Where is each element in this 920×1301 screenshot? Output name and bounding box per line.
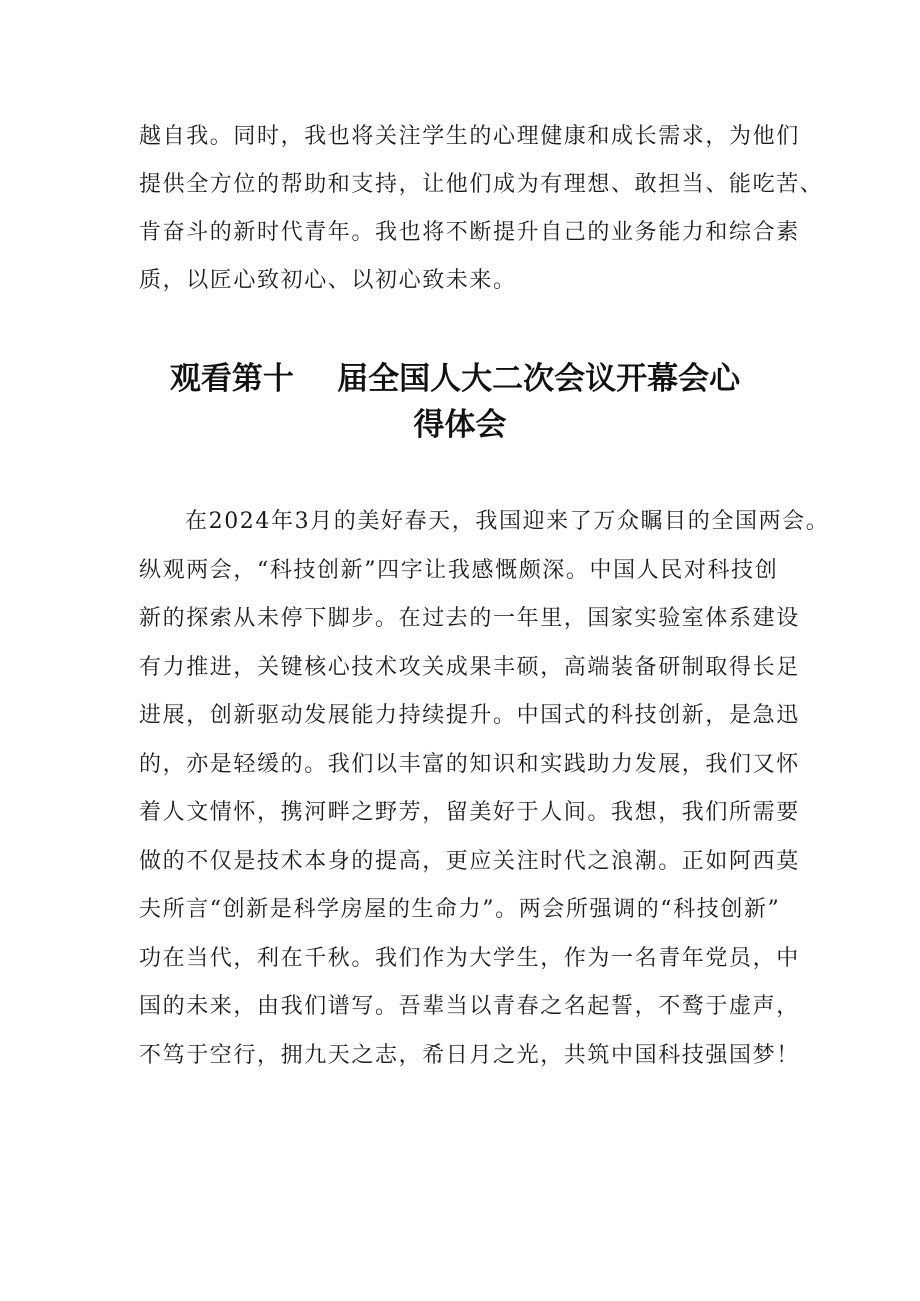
essay-title-line-1: 观看第十 届全国人大二次会议开幕会心 xyxy=(169,361,741,397)
paragraph-line: 有力推进，关键核心技术攻关成果丰硕，高端装备研制取得长足 xyxy=(139,654,800,680)
essay-title-line-2: 得体会 xyxy=(413,407,507,443)
paragraph-line: 国的未来，由我们谱写。吾辈当以青春之名起誓，不鹜于虚声， xyxy=(139,994,800,1019)
paragraph-line: 进展，创新驱动发展能力持续提升。中国式的科技创新，是急迅 xyxy=(139,703,800,728)
paragraph-line: 做的不仅是技术本身的提高，更应关注时代之浪潮。正如阿西莫 xyxy=(139,848,800,874)
continued-paragraph xyxy=(139,113,823,305)
essay-title xyxy=(0,356,920,448)
paragraph-line: 的，亦是轻缓的。我们以丰富的知识和实践助力发展，我们又怀 xyxy=(139,751,800,777)
paragraph-line: 夫所言“创新是科学房屋的生命力”。两会所强调的“科技创新” xyxy=(139,897,781,922)
paragraph-line: 提供全方位的帮助和支持，让他们成为有理想、敢担当、能吃苦、 xyxy=(139,172,824,197)
paragraph-line: 越自我。同时，我也将关注学生的心理健康和成长需求，为他们 xyxy=(139,124,800,149)
paragraph-line: 新的探索从未停下脚步。在过去的一年里，国家实验室体系建设 xyxy=(139,606,800,631)
paragraph-line: 功在当代，利在千秋。我们作为大学生，作为一名青年党员，中 xyxy=(139,945,800,971)
paragraph-line: 着人文情怀，携河畔之野芳，留美好于人间。我想，我们所需要 xyxy=(139,800,800,825)
paragraph-line: 在2024年3月的美好春天，我国迎来了万众瞩目的全国两会。 xyxy=(185,509,830,534)
paragraph-line: 肯奋斗的新时代青年。我也将不断提升自己的业务能力和综合素 xyxy=(139,220,800,245)
paragraph-line: 不笃于空行，拥九天之志，希日月之光，共筑中国科技强国梦！ xyxy=(139,1042,800,1068)
essay-body xyxy=(139,498,829,1080)
paragraph-line: 质，以匠心致初心、以初心致未来。 xyxy=(139,268,517,293)
paragraph-line: 纵观两会，“科技创新”四字让我感慨颇深。中国人民对科技创 xyxy=(139,557,779,583)
